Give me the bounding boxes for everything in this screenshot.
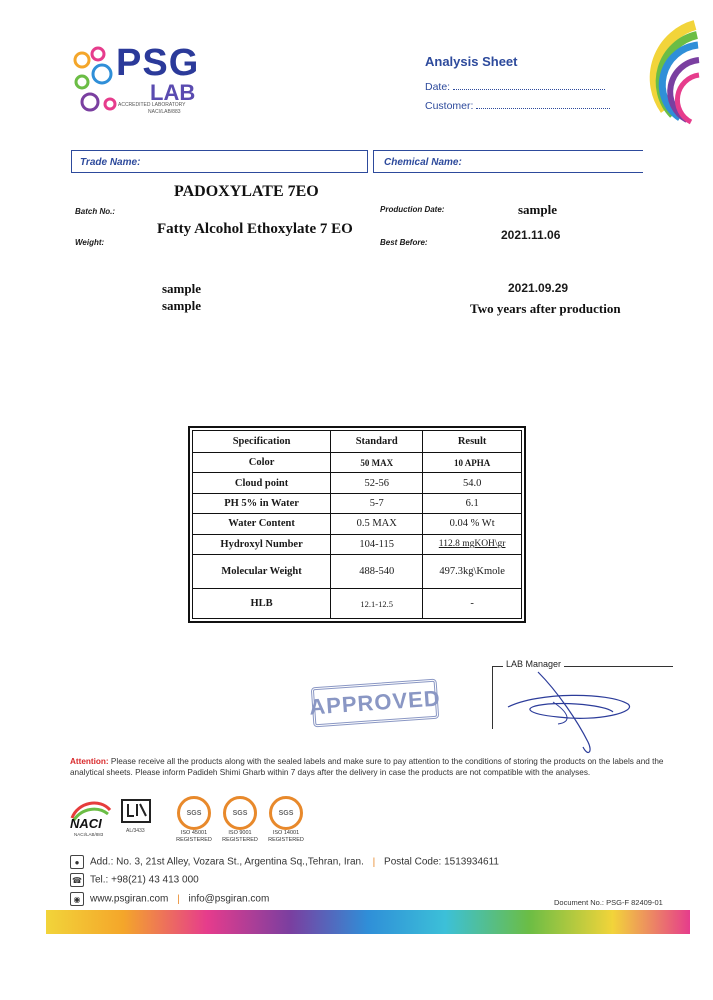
web-icon: ◉ xyxy=(70,892,84,906)
badge-line2: REGISTERED xyxy=(222,837,258,843)
weight-value: sample xyxy=(162,298,201,313)
result-cell: 10 APHA xyxy=(423,453,522,473)
result-cell: 497.3kg\Kmole xyxy=(423,555,522,589)
lab-manager-label: LAB Manager xyxy=(503,659,564,669)
table-row xyxy=(193,473,522,493)
chemical-name-bar xyxy=(373,150,643,173)
badge-line1: ISO 14001 xyxy=(272,830,300,836)
sgs-badge-icon xyxy=(269,796,303,830)
footer-color-band xyxy=(46,910,690,934)
sgs-badge-icon xyxy=(177,796,211,830)
chemical-name-label: Chemical Name: xyxy=(384,157,462,168)
spec-cell: Water Content xyxy=(193,514,331,534)
standard-cell: 488-540 xyxy=(331,555,423,589)
spec-cell: PH 5% in Water xyxy=(193,493,331,513)
production-date-label: Production Date: xyxy=(380,205,445,214)
corner-decoration-icon xyxy=(625,20,700,140)
spec-cell: HLB xyxy=(193,589,331,619)
header-specification: Specification xyxy=(193,431,331,453)
logo-caption-2: NACI/LAB/883 xyxy=(148,109,181,115)
attention-label: Attention: xyxy=(70,757,109,766)
spec-cell: Cloud point xyxy=(193,473,331,493)
badge-line1: ISO 9001 xyxy=(228,830,252,836)
chemical-name-value: Fatty Alcohol Ethoxylate 7 EO xyxy=(157,221,353,237)
table-row xyxy=(193,453,522,473)
naci-logo xyxy=(68,796,114,842)
badge-name: SGS xyxy=(278,809,294,817)
location-icon: ● xyxy=(70,855,84,869)
badge-line2: REGISTERED xyxy=(268,837,304,843)
production-date-value: 2021.11.06 xyxy=(501,228,561,242)
attention-text: Please receive all the products along with the sealed labels and make sure to pay attention to the conditions of storing the products on the labels and the analytical sheets. Please inform Padideh Shimi Gharb within 7 days after the delivery in case the products are not compatible with the analyses. xyxy=(70,757,664,777)
badge-line2: REGISTERED xyxy=(176,837,212,843)
date-label: Date: xyxy=(425,81,451,93)
customer-label: Customer: xyxy=(425,100,474,112)
tel-text: Tel.: +98(21) 43 413 000 xyxy=(90,874,199,886)
date-dots xyxy=(453,89,605,90)
phone-icon: ☎ xyxy=(70,873,84,887)
separator: | xyxy=(372,856,376,868)
standard-cell: 12.1-12.5 xyxy=(331,589,423,619)
best-before-value: Two years after production xyxy=(470,301,621,316)
separator: | xyxy=(177,893,180,905)
sample-right-value: sample xyxy=(518,202,557,217)
usl-mark-icon xyxy=(120,798,152,824)
sgs-badge-icon xyxy=(223,796,257,830)
cert-badge-1 xyxy=(172,796,216,844)
logo-caption-1: ACCREDITED LABORATORY xyxy=(118,102,186,108)
web-text[interactable]: www.psgiran.com xyxy=(90,893,169,905)
table-header-row xyxy=(193,431,522,453)
spec-cell: Molecular Weight xyxy=(193,555,331,589)
date-line xyxy=(425,81,605,93)
result-cell: 0.04 % Wt xyxy=(423,514,522,534)
table-row xyxy=(193,555,522,589)
spec-table-frame xyxy=(188,426,526,623)
standard-cell: 104-115 xyxy=(331,534,423,554)
stamp-text: APPROVED xyxy=(308,685,442,720)
standard-cell: 0.5 MAX xyxy=(331,514,423,534)
best-before-label: Best Before: xyxy=(380,238,428,247)
approved-stamp xyxy=(308,679,442,728)
batch-label: Batch No.: xyxy=(75,207,115,216)
badge-name: SGS xyxy=(232,809,248,817)
table-row xyxy=(193,589,522,619)
spec-cell: Color xyxy=(193,453,331,473)
customer-dots xyxy=(476,108,610,109)
spec-table xyxy=(192,430,522,619)
address-text: Add.: No. 3, 21st Alley, Vozara St., Argentina Sq.,Tehran, Iran. xyxy=(90,856,364,868)
standard-cell: 5-7 xyxy=(331,493,423,513)
address-line xyxy=(70,855,499,869)
batch-no-value: sample xyxy=(162,281,201,296)
result-cell: 112.8 mgKOH\gr xyxy=(423,534,522,554)
naci-sub: NACI/LAB/883 xyxy=(74,832,104,837)
usl-logo xyxy=(120,798,160,840)
trade-name-label: Trade Name: xyxy=(80,157,141,168)
email-text[interactable]: info@psgiran.com xyxy=(188,893,270,905)
badge-name: SGS xyxy=(186,809,202,817)
postal-text: Postal Code: 1513934611 xyxy=(384,856,499,868)
table-row xyxy=(193,534,522,554)
header-standard: Standard xyxy=(331,431,423,453)
badge-line1: ISO 45001 xyxy=(180,830,208,836)
logo-sub: LAB xyxy=(150,80,196,105)
logo-main: PSG xyxy=(116,42,200,84)
weight-label: Weight: xyxy=(75,238,105,247)
table-row xyxy=(193,493,522,513)
header-result: Result xyxy=(423,431,522,453)
spec-cell: Hydroxyl Number xyxy=(193,534,331,554)
result-cell: 54.0 xyxy=(423,473,522,493)
attention-note xyxy=(70,756,690,778)
date-2-value: 2021.09.29 xyxy=(508,281,569,295)
sheet-title: Analysis Sheet xyxy=(425,54,518,69)
result-cell: - xyxy=(423,589,522,619)
result-cell: 6.1 xyxy=(423,493,522,513)
usl-sub: AL/3433 xyxy=(126,828,145,834)
standard-cell: 52-56 xyxy=(331,473,423,493)
signature-icon xyxy=(498,662,648,762)
tel-line xyxy=(70,873,199,887)
trade-name-value: PADOXYLATE 7EO xyxy=(174,183,319,200)
cert-badge-2 xyxy=(218,796,262,844)
standard-cell: 50 MAX xyxy=(331,453,423,473)
logo xyxy=(68,40,218,122)
customer-line xyxy=(425,100,610,112)
document-number: Document No.: PSG-F 82409-01 xyxy=(554,898,663,907)
naci-text: NACI xyxy=(70,816,102,831)
table-row xyxy=(193,514,522,534)
cert-badge-3 xyxy=(264,796,308,844)
trade-name-bar xyxy=(71,150,368,173)
web-line xyxy=(70,892,269,906)
